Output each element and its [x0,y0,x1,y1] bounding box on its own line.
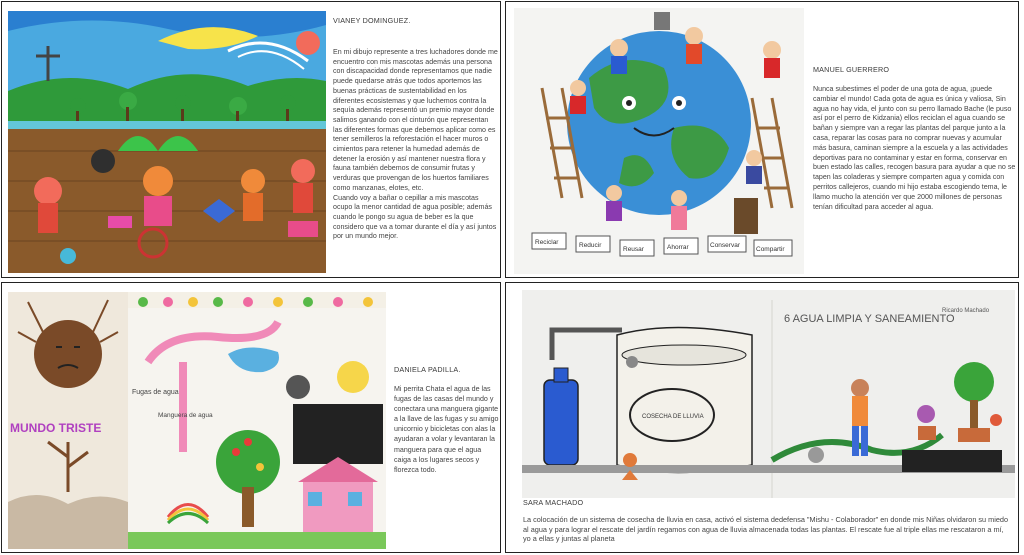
author-name: VIANEY DOMINGUEZ. [333,16,411,25]
panel-manuel-guerrero [505,1,1019,278]
sign-reciclar: Reciclar [535,239,559,246]
story-paragraph: La colocación de un sistema de cosecha de lluvia en casa, activó el sistema dedefensa "Mishu - Colaborador" en donde mis Niñas olvidaron su miedo al agua y para lograr el rescate del jardín regamos con agua de lluvia almacenada todas las plantas. El rescate fue al triple ellas me rescataron a mí, yo a ellas y juntas al planeta [523,515,1009,544]
story-text [333,48,498,242]
sign-compartir: Compartir [756,246,785,253]
sign-reusar: Reusar [623,246,644,253]
drawing-luchadores [8,11,326,273]
art-signature: Ricardo Machado [942,308,990,314]
story-paragraph: En mi dibujo represente a tres luchadores donde me encuentro con mis mascotas además una persona con discapacidad donde representamos que nadie puede quedarse atrás que todos aportemos las buenas prácticas de sustentabilidad en los diferentes ecosistemas y que luchemos contra la sequía además representó un premio mayor donde salimos ganando con el cinturón que representan las diferentes formas que debemos aplicar como es tener semilleros la reforestación el hacer muros o cimientos para retener la humedad además de detener la erosión y así mantener nuestra flora y fauna también debemos de consumir frutas y verduras que provengan de los huertos familiares como manzanas, elotes, etc. [333,48,498,192]
panel-daniela-padilla [1,282,501,553]
author-name: SARA MACHADO [523,498,584,507]
label-fugas-de-agua: Fugas de agua [132,389,179,396]
author-name: MANUEL GUERRERO [813,65,890,74]
panel-vianey-dominguez [1,1,501,278]
story-text [813,85,1017,212]
label-mundo-triste: MUNDO TRISTE [10,421,102,435]
sign-reducir: Reducir [579,242,602,249]
tank-label: COSECHA DE LLUVIA [642,414,704,420]
story-paragraph: Cuando voy a bañar o cepillar a mis mascotas ocupo la menor cantidad de agua posible; además cuando le pongo su agua de beber es la que considero que va a tomar durante el día y así juntos por un mundo mejor. [333,193,497,241]
sign-conservar: Conservar [710,242,740,249]
story-text [523,515,1013,544]
sign-ahorrar: Ahorrar [667,244,689,251]
drawing-chata-hose [8,292,386,549]
author-name: DANIELA PADILLA. [394,365,461,374]
story-paragraph: Nunca subestimes el poder de una gota de agua, ¡puede cambiar el mundo! Cada gota de agua es única y valiosa, Sin agua no hay vida, el junto con su perro llamado Bache (le puso así por el perro de Kidzania) ellos reciclan el agua cuando se bañan y siempre van a regar las plantas del parque junto a la casa, reparar las cosas para no comprar nuevas y acumular más basura, caminan siempre a la escuela y a las actividades deportivas para no contaminar y estar en forma, conservar en buen estado las calles, recogen basura para ayudar a que no se tapen las coladeras y siempre comparten agua y comida con perritos callejeros, cuando mi hijo estaba escogiendo tema, le llamo mucho la atención ver que 2000 millones de personas tenían dificultad para acceder al agua. [813,85,1016,211]
panel-sara-machado [505,282,1019,553]
art-title: 6 AGUA LIMPIA Y SANEAMIENTO [784,313,955,325]
label-manguera-de-agua: Manguera de agua [158,412,213,419]
story-text [394,384,500,475]
drawing-earth-helpers [514,8,804,274]
drawing-rain-harvest [522,290,1015,498]
story-paragraph: Mi perrita Chata el agua de las fugas de las casas del mundo y conectara una manguera gigante a la llave de las fugas y su amigo unicornio y bicicletas con alas la ayudaran a volar y levantaran la manguera para que el agua caiga a los lugares secos y florezca todo. [394,385,499,474]
